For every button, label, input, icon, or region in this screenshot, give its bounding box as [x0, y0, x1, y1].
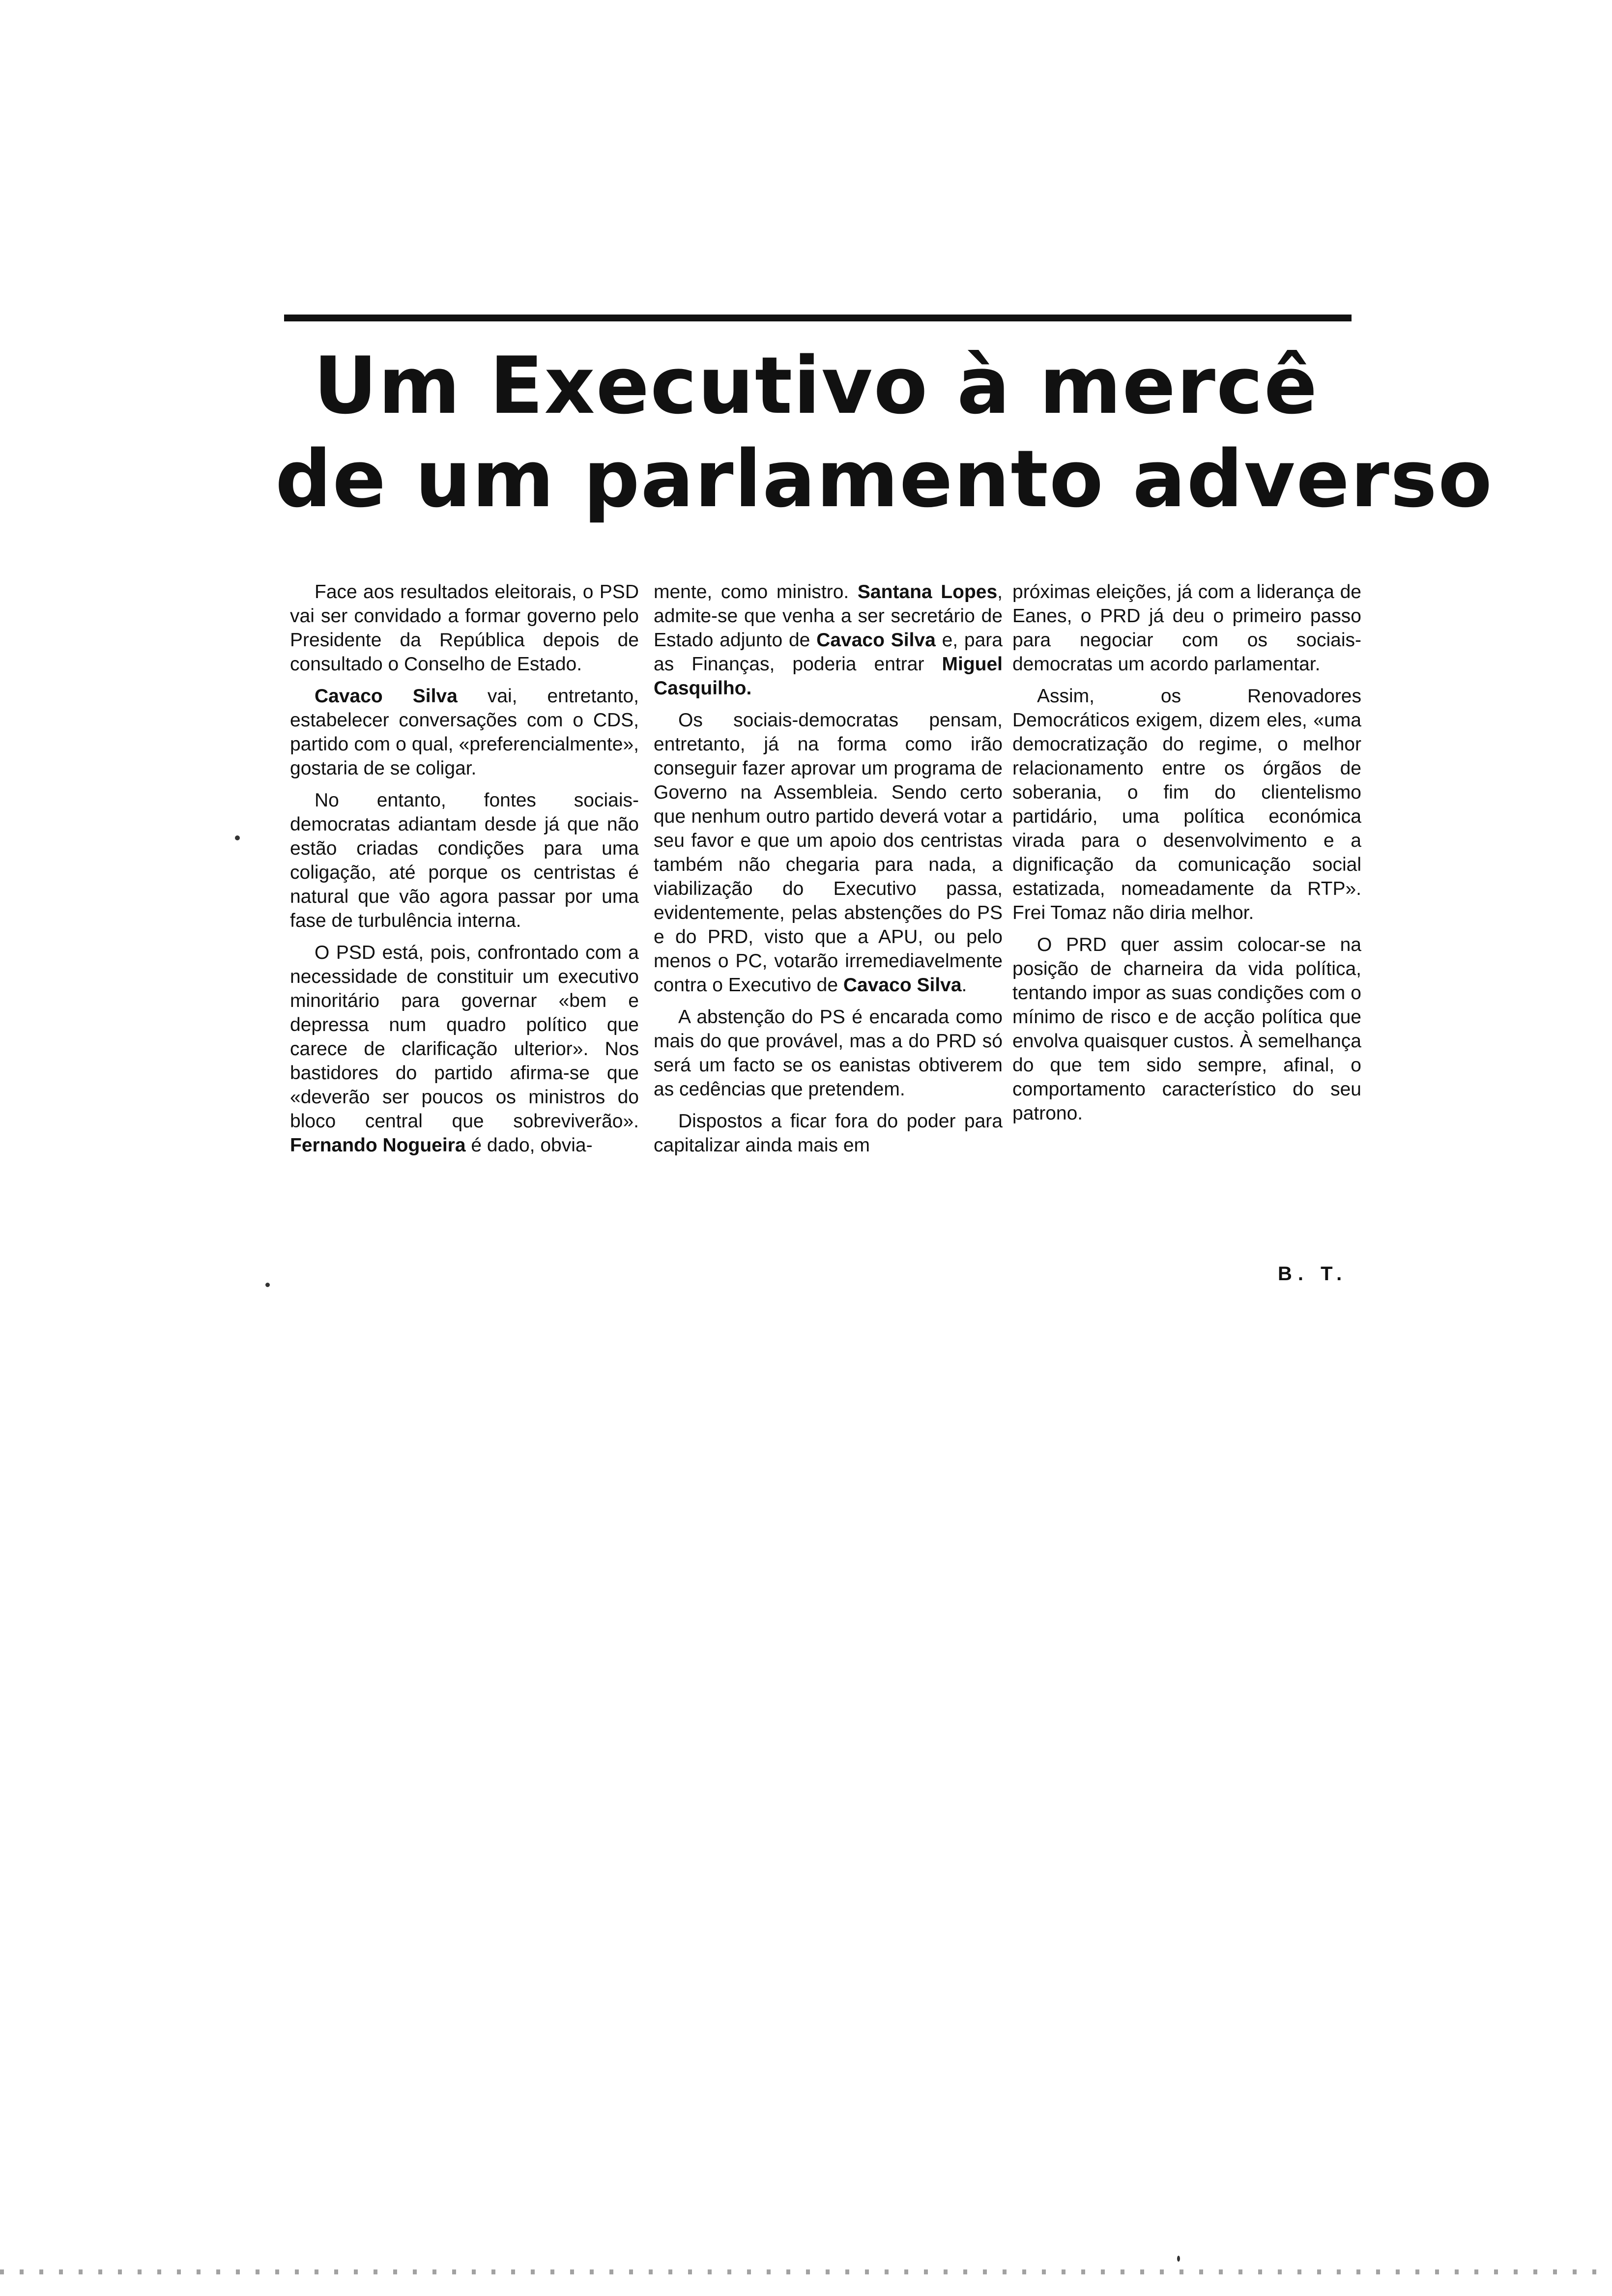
text-run: .	[961, 975, 967, 996]
text-run: Os sociais-democratas pensam, entretanto, já na forma como irão conseguir fazer aprovar um programa de Governo na Assembleia. Sendo certo que nenhum outro partido deverá votar a seu favor e que um apoio dos centristas também não chegaria para nada, a viabilização do Executivo passa, evidentemente, pelas abstenções do PS e do PRD, visto que a APU, ou pelo menos o PC, votarão irremediavelmente contra o Executivo de	[654, 710, 1003, 996]
text-run: Face aos resultados eleitorais, o PSD vai ser convidado a formar governo pelo Presidente da República depois de consultado o Conselho de Estado.	[290, 581, 639, 675]
bold-name: Cavaco Silva	[816, 630, 936, 651]
article-column-1	[290, 580, 639, 1165]
bold-name: Miguel Casquilho.	[654, 654, 1003, 699]
paragraph	[1012, 580, 1361, 676]
paragraph	[654, 1109, 1003, 1157]
text-run: próximas eleições, já com a liderança de Eanes, o PRD já deu o primeiro passo para negociar com os sociais-democratas um acordo parlamentar.	[1012, 581, 1361, 675]
bold-name: Santana Lopes	[857, 581, 998, 603]
bold-name: Fernando Nogueira	[290, 1135, 466, 1156]
article-column-2	[654, 580, 1003, 1165]
text-run: A abstenção do PS é encarada como mais do que provável, mas a do PRD só será um facto se os eanistas obtiverem as cedências que pretendem.	[654, 1006, 1003, 1100]
text-run: Assim, os Renovadores Democráticos exigem, dizem eles, «uma democratização do regime, o melhor relacionamento entre os órgãos de soberania, o fim do clientelismo partidário, uma política económica virada para o desenvolvimento e a dignificação da comunicação social estatizada, nomeadamente da RTP». Frei Tomaz não diria melhor.	[1012, 686, 1361, 923]
bold-name: Cavaco Silva	[315, 686, 458, 707]
text-run: , admite-se que venha a ser secretário de Estado adjunto de	[654, 581, 1003, 651]
author-signature: B. T.	[1278, 1263, 1348, 1285]
paragraph	[290, 788, 639, 933]
headline-line-1: Um Executivo à mercê	[313, 340, 1319, 431]
headline-line-2: de um parlamento adverso	[275, 433, 1493, 525]
scan-edge-noise	[0, 2269, 1612, 2274]
bold-name: Cavaco Silva	[843, 975, 962, 996]
paragraph	[654, 708, 1003, 997]
headline-rule	[284, 315, 1352, 321]
text-run: Dispostos a ficar fora do poder para capitalizar ainda mais em	[654, 1111, 1003, 1156]
scan-speck	[265, 1283, 270, 1287]
text-run: mente, como ministro.	[654, 581, 858, 603]
text-run: vai, entretanto, estabelecer conversações com o CDS, partido com o qual, «preferencialmente», gostaria de se coligar.	[290, 686, 639, 779]
paragraph	[654, 1005, 1003, 1101]
paragraph	[1012, 933, 1361, 1125]
text-run: O PRD quer assim colocar-se na posição de charneira da vida política, tentando impor as suas condições com o mínimo de risco e de acção política que envolva quaisquer custos. À semelhança do que tem sido sempre, afinal, o comportamento característico do seu patrono.	[1012, 934, 1361, 1124]
scan-speck	[1177, 2256, 1180, 2262]
paragraph	[290, 580, 639, 676]
paragraph	[290, 684, 639, 780]
text-run: No entanto, fontes sociais-democratas adiantam desde já que não estão criadas condições para uma coligação, até porque os centristas é natural que vão agora passar por uma fase de turbulência interna.	[290, 790, 639, 931]
text-run: O PSD está, pois, confrontado com a necessidade de constituir um executivo minoritário para governar «bem e depressa num quadro político que carece de clarificação ulterior». Nos bastidores do partido afirma-se que «deverão ser poucos os ministros do bloco central que sobreviverão».	[290, 942, 639, 1132]
paragraph	[290, 941, 639, 1157]
text-run: e, para as Finanças, poderia entrar	[654, 630, 1003, 675]
paragraph	[654, 580, 1003, 700]
scan-speck	[235, 835, 240, 840]
paragraph	[1012, 684, 1361, 925]
text-run: é dado, obvia-	[465, 1135, 593, 1156]
headline	[275, 339, 1493, 526]
article-column-3	[1012, 580, 1361, 1133]
